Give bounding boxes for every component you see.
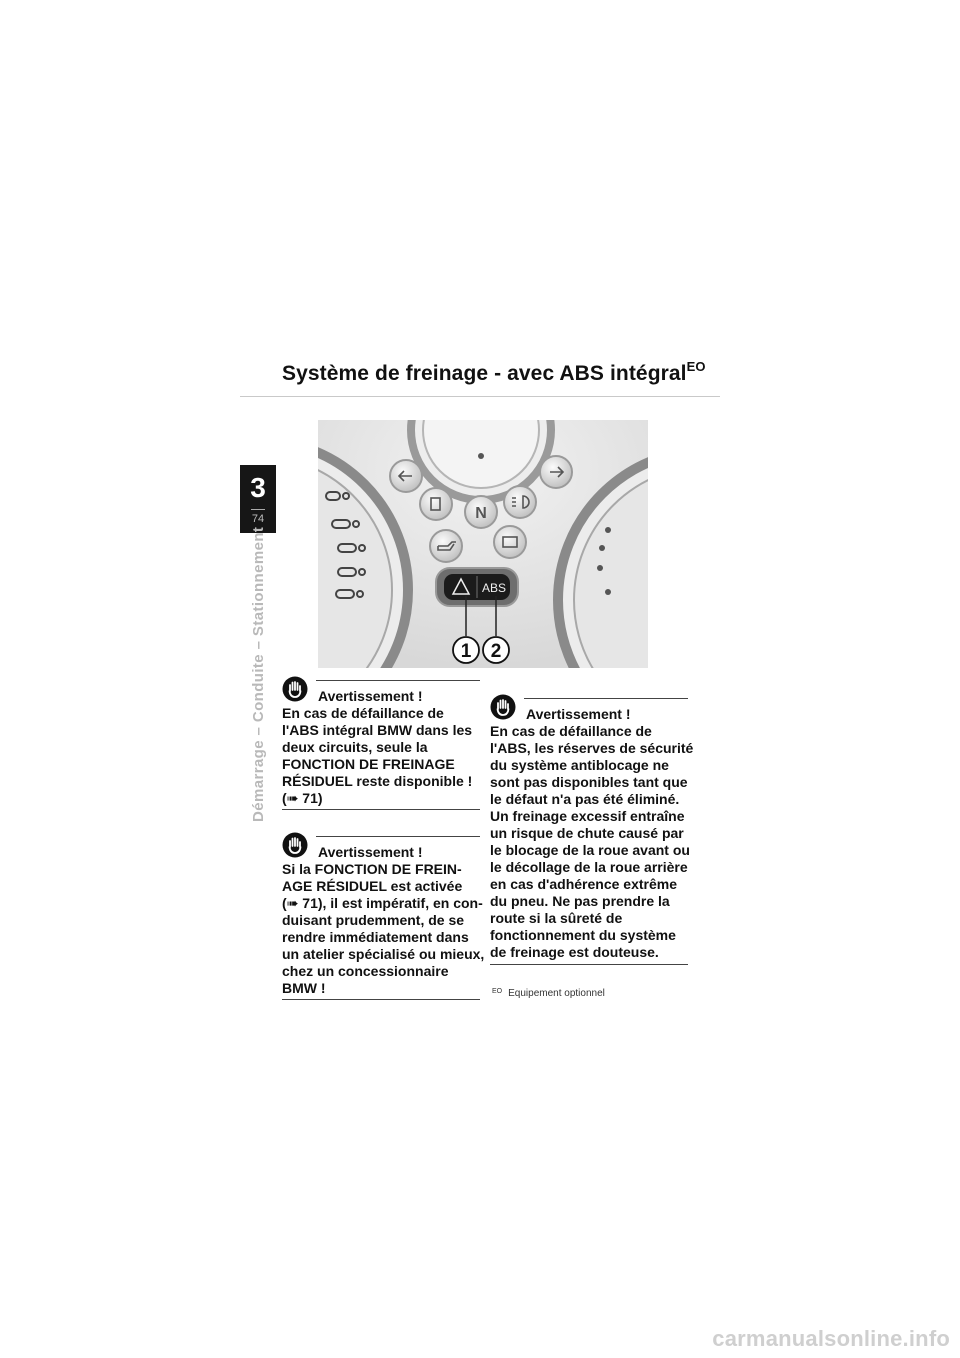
warning-line: BMW !: [282, 980, 326, 996]
callout-1-label: 1: [460, 641, 472, 662]
callout-2: [483, 637, 509, 663]
title-divider: [240, 396, 720, 397]
warning-line: de freinage est douteuse.: [490, 944, 659, 960]
abs-label: ABS: [481, 581, 507, 595]
warning-line: En cas de défaillance de: [282, 705, 444, 721]
warning-line: AGE RÉSIDUEL est activée: [282, 878, 463, 894]
footnote-text: Equipement optionnel: [508, 988, 605, 999]
warning-line: fonctionnement du système: [490, 927, 676, 943]
title-superscript: EO: [686, 359, 706, 374]
warning-bottom-rule: [490, 964, 688, 965]
warning-line: rendre immédiatement dans: [282, 929, 469, 945]
warning-line: sont pas disponibles tant que: [490, 774, 688, 790]
chapter-tab: [240, 465, 276, 533]
warning-body: [282, 705, 480, 807]
footnote: [492, 988, 605, 999]
warning-line: deux circuits, seule la: [282, 739, 428, 755]
stop-hand-icon: [490, 694, 516, 720]
warning-line: (➠ 71), il est impératif, en con-: [282, 895, 483, 911]
dashboard-figure: [318, 420, 648, 668]
warning-line: (➠ 71): [282, 790, 323, 806]
warning-line: l'ABS, les réserves de sécurité: [490, 740, 694, 756]
chapter-tab-divider: [251, 509, 265, 510]
page-number: 74: [251, 513, 265, 525]
stop-hand-icon: [282, 832, 308, 858]
warning-line: RÉSIDUEL reste disponible !: [282, 773, 473, 789]
warning-body: [490, 723, 694, 961]
warning-heading: Avertissement !: [526, 706, 631, 722]
warning-line: un risque de chute causé par: [490, 825, 684, 841]
neutral-label: N: [475, 505, 487, 522]
stop-hand-icon: [282, 676, 308, 702]
page-title: [282, 360, 706, 386]
warning-heading: Avertissement !: [318, 688, 423, 704]
warning-line: du système antiblocage ne: [490, 757, 669, 773]
warning-line: Un freinage excessif entraîne: [490, 808, 685, 824]
warning-line: le blocage de la roue avant ou: [490, 842, 690, 858]
warning-line: le décollage de la roue arrière: [490, 859, 688, 875]
warning-body: [282, 861, 485, 997]
warning-line: Si la FONCTION DE FREIN-: [282, 861, 462, 877]
warning-line: route si la sûreté de: [490, 910, 623, 926]
warning-top-rule: [316, 836, 480, 837]
warning-bottom-rule: [282, 809, 480, 810]
abs-warning-unit: [436, 568, 518, 606]
warning-top-rule: [316, 680, 480, 681]
callout-1: [453, 637, 479, 663]
side-section-label-text: Démarrage – Conduite – Stationnement: [250, 526, 267, 822]
warning-top-rule: [524, 698, 688, 699]
callout-2-label: 2: [490, 641, 502, 662]
warning-line: du pneu. Ne pas prendre la: [490, 893, 670, 909]
watermark: carmanualsonline.info: [712, 1326, 950, 1351]
warning-line: FONCTION DE FREINAGE: [282, 756, 455, 772]
warning-line: le défaut n'a pas été éliminé.: [490, 791, 680, 807]
warning-bottom-rule: [282, 999, 480, 1000]
page-title-text: Système de freinage - avec ABS intégral: [282, 362, 687, 385]
warning-heading: Avertissement !: [318, 844, 423, 860]
footnote-mark: EO: [492, 988, 503, 995]
chapter-number: 3: [250, 472, 266, 503]
warning-line: En cas de défaillance de: [490, 723, 652, 739]
warning-line: chez un concessionnaire: [282, 963, 449, 979]
warning-line: duisant prudemment, de se: [282, 912, 465, 928]
warning-line: l'ABS intégral BMW dans les: [282, 722, 473, 738]
warning-line: en cas d'adhérence extrême: [490, 876, 677, 892]
warning-line: un atelier spécialisé ou mieux,: [282, 946, 485, 962]
